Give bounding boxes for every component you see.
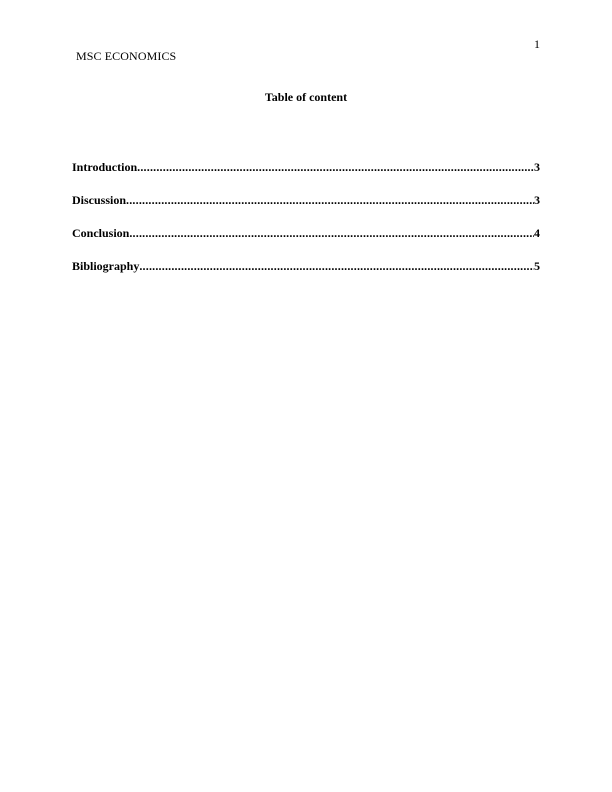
toc-entry-discussion[interactable]: [72, 193, 540, 207]
running-head: MSC ECONOMICS: [76, 49, 177, 63]
page-number: 1: [534, 37, 540, 51]
toc-dot-leader: [139, 259, 534, 273]
toc-entry-page: 4: [534, 226, 540, 240]
toc-entry-page: 3: [534, 193, 540, 207]
table-of-contents: [72, 160, 540, 292]
toc-dot-leader: [137, 160, 534, 174]
toc-entry-title: Bibliography: [72, 259, 140, 273]
toc-entry-page: 3: [534, 160, 540, 174]
toc-entry-page: 5: [534, 259, 540, 273]
toc-entry-bibliography[interactable]: [72, 259, 540, 273]
toc-dot-leader: [126, 193, 534, 207]
toc-entry-conclusion[interactable]: [72, 226, 540, 240]
toc-entry-title: Introduction: [72, 160, 138, 174]
toc-entry-title: Conclusion: [72, 226, 130, 240]
toc-entry-introduction[interactable]: [72, 160, 540, 174]
toc-entry-title: Discussion: [72, 193, 127, 207]
toc-dot-leader: [129, 226, 534, 240]
toc-heading: Table of content: [264, 90, 348, 104]
